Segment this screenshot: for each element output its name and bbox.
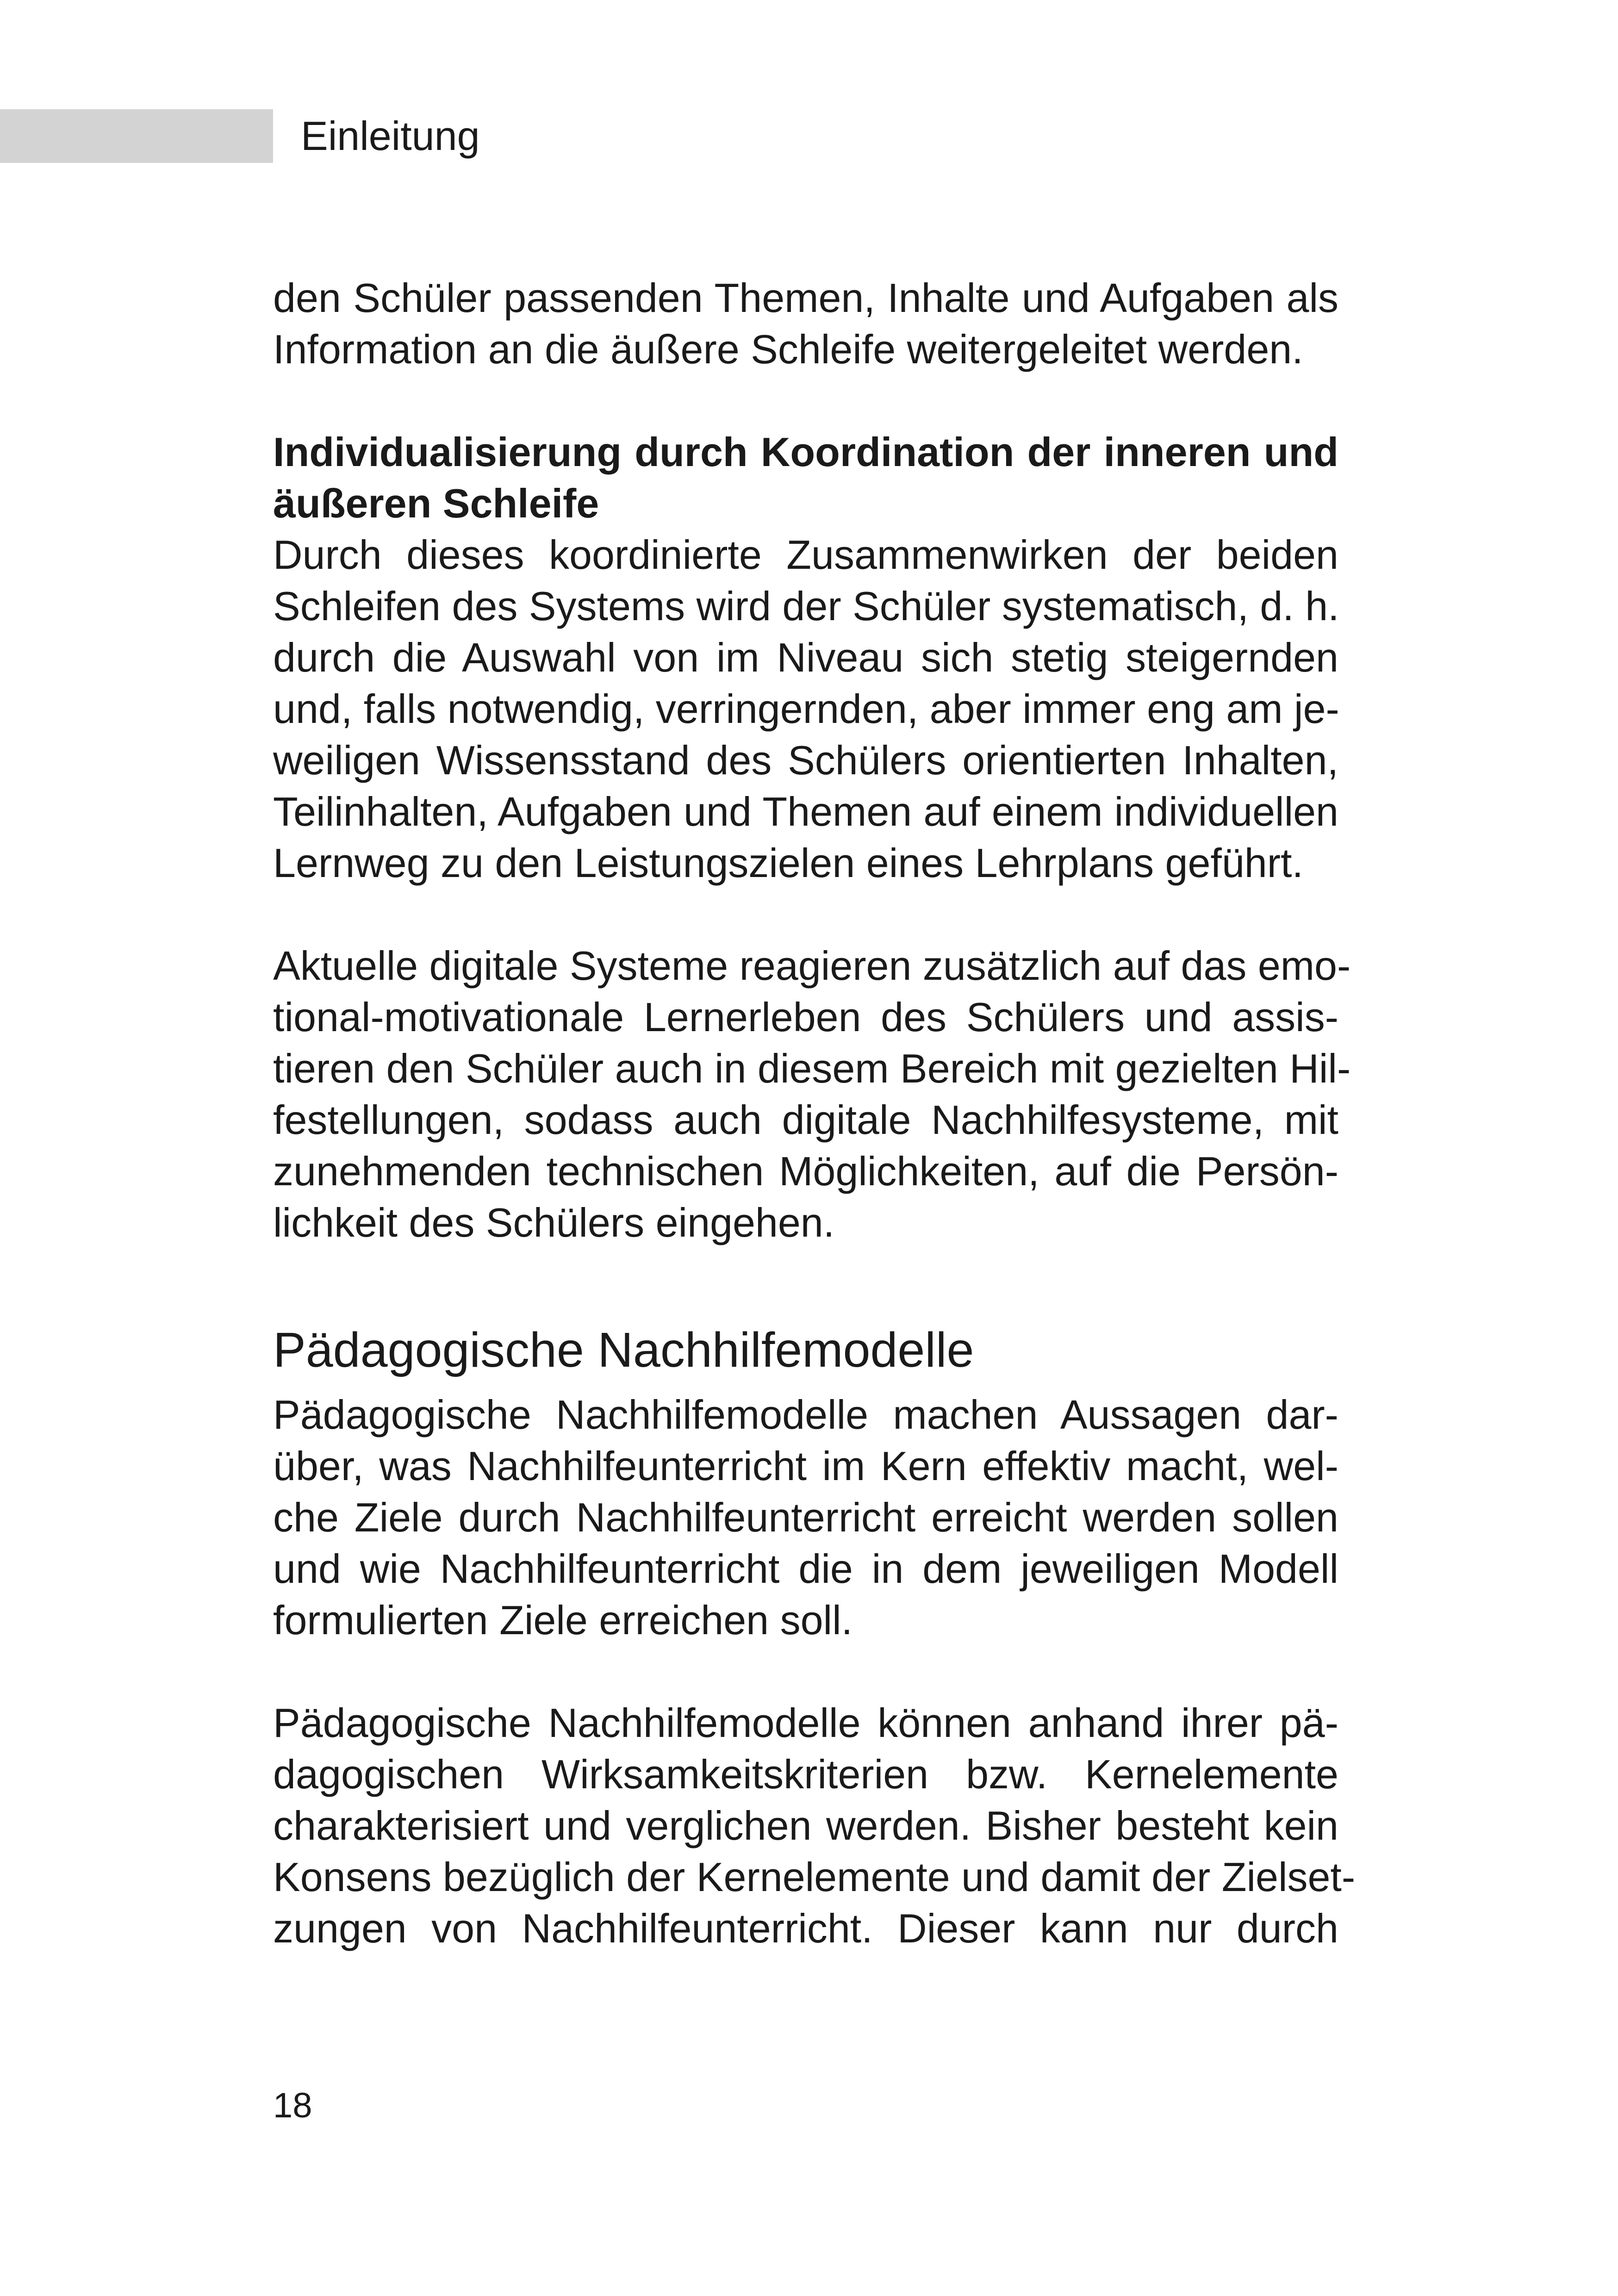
text-line: zunehmenden technischen Möglichkeiten, auf die Persön-: [273, 1148, 1338, 1194]
paragraph-digitale-systeme: [273, 940, 1351, 1248]
page-body: [273, 272, 1356, 1954]
text-line: tieren den Schüler auch in diesem Bereich mit gezielten Hil-: [273, 1045, 1351, 1091]
text-line: und wie Nachhilfeunterricht die in dem jeweiligen Modell: [273, 1546, 1338, 1592]
page-number: 18: [273, 2086, 312, 2125]
text-line: durch die Auswahl von im Niveau sich stetig steigernden: [273, 635, 1338, 680]
text-line: und, falls notwendig, verringernden, aber immer eng am je-: [273, 686, 1339, 732]
text-line: che Ziele durch Nachhilfeunterricht erreicht werden sollen: [273, 1494, 1338, 1540]
text-line: tional-motivationale Lernerleben des Schülers und assis-: [273, 994, 1338, 1040]
paragraph-modelle-aussagen: [273, 1389, 1338, 1646]
text-line: den Schüler passenden Themen, Inhalte und Aufgaben als: [273, 275, 1338, 321]
text-line: weiligen Wissensstand des Schülers orientierten Inhalten,: [273, 737, 1338, 783]
section-heading: Pädagogische Nachhilfemodelle: [273, 1323, 974, 1377]
text-line: charakterisiert und verglichen werden. Bisher besteht kein: [273, 1803, 1338, 1848]
paragraph-gap: [273, 889, 1338, 940]
subheading-line: äußeren Schleife: [273, 480, 599, 526]
text-line: formulierten Ziele erreichen soll.: [273, 1597, 853, 1643]
paragraph-gap: [273, 1646, 1338, 1697]
text-line: zungen von Nachhilfeunterricht. Dieser kann nur durch: [273, 1905, 1338, 1951]
text-line: Pädagogische Nachhilfemodelle machen Aussagen dar-: [273, 1392, 1338, 1437]
text-line: festellungen, sodass auch digitale Nachhilfesysteme, mit: [273, 1097, 1338, 1143]
text-line: Teilinhalten, Aufgaben und Themen auf einem individuellen: [273, 789, 1338, 834]
section-gap: [273, 1248, 1338, 1318]
paragraph-gap: [273, 375, 1338, 426]
text-line: Pädagogische Nachhilfemodelle können anhand ihrer pä-: [273, 1700, 1338, 1746]
text-line: Aktuelle digitale Systeme reagieren zusätzlich auf das emo-: [273, 943, 1351, 989]
text-line: über, was Nachhilfeunterricht im Kern effektiv macht, wel-: [273, 1443, 1338, 1489]
subheading-individualisierung: [273, 426, 1338, 529]
text-line: Lernweg zu den Leistungszielen eines Lehrplans geführt.: [273, 840, 1303, 886]
text-line: dagogischen Wirksamkeitskriterien bzw. Kernelemente: [273, 1751, 1338, 1797]
text-line: Durch dieses koordinierte Zusammenwirken der beiden: [273, 532, 1338, 578]
running-header-bar: [0, 109, 273, 163]
text-line: Information an die äußere Schleife weitergeleitet werden.: [273, 326, 1303, 372]
paragraph-koordination: [273, 529, 1338, 889]
paragraph-continuation: [273, 272, 1338, 375]
text-line: Schleifen des Systems wird der Schüler systematisch, d. h.: [273, 583, 1339, 629]
text-line: lichkeit des Schülers eingehen.: [273, 1200, 835, 1245]
paragraph-modelle-kriterien: [273, 1697, 1356, 1954]
subheading-line: Individualisierung durch Koordination der inneren und: [273, 429, 1338, 475]
running-header-title: Einleitung: [301, 113, 480, 159]
text-line: Konsens bezüglich der Kernelemente und damit der Zielset-: [273, 1854, 1356, 1900]
